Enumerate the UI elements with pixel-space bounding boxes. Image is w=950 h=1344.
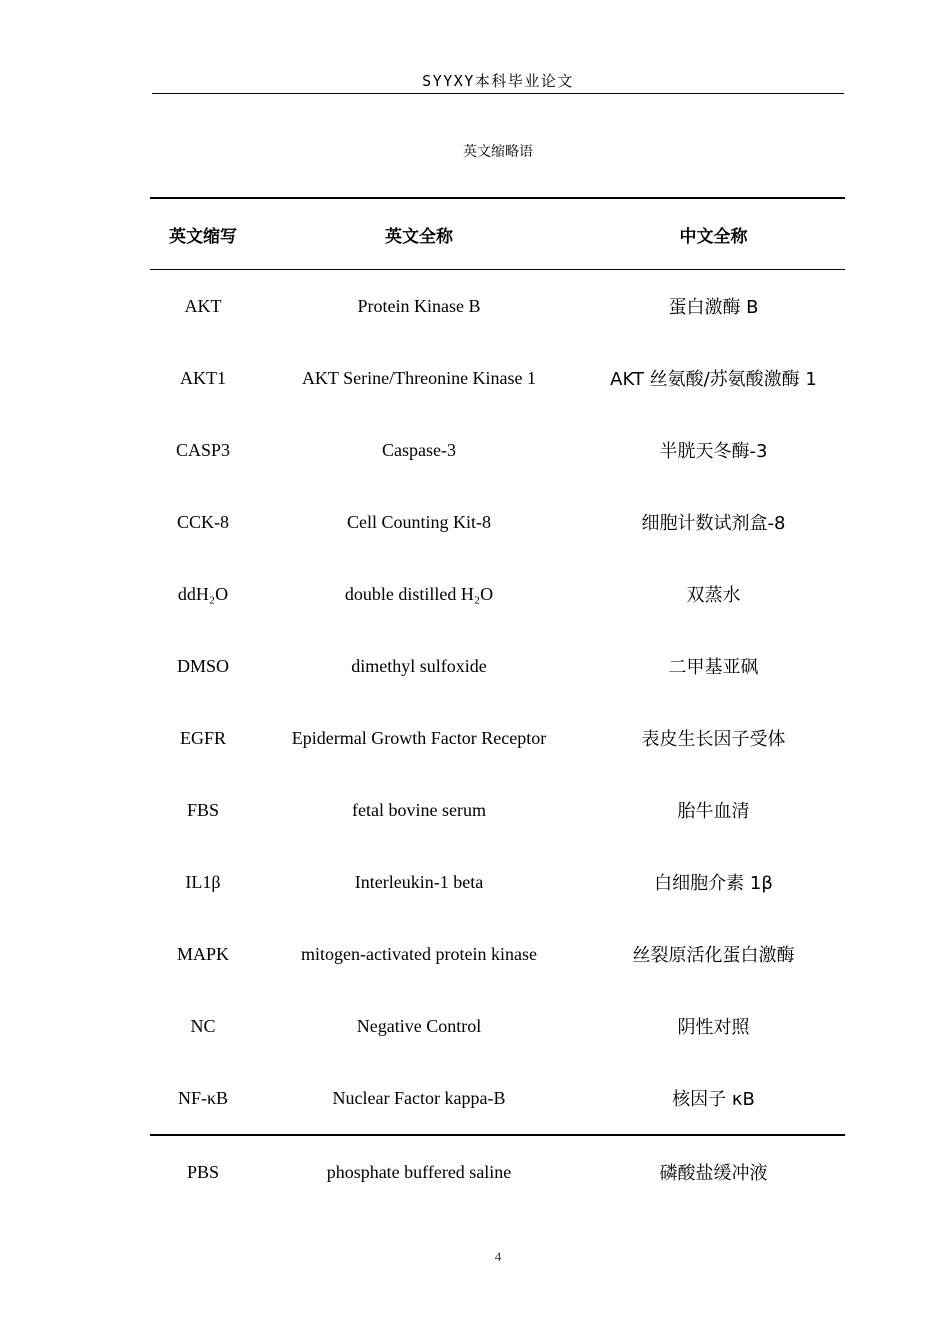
english-name-cell: Caspase-3	[382, 439, 456, 460]
table-row	[150, 1062, 845, 1135]
english-name-cell: double distilled H₂O	[344, 583, 494, 604]
table-row	[150, 1135, 845, 1208]
english-name-cell: AKT Serine/Threonine Kinase 1	[301, 367, 537, 388]
abbreviation-cell: AKT1	[180, 367, 226, 388]
chinese-name-cell: 阴性对照	[677, 1017, 750, 1038]
abbreviation-cell: CCK-8	[176, 511, 229, 532]
table-header-row	[150, 198, 845, 270]
table-row	[150, 414, 845, 486]
abbreviation-cell: EGFR	[179, 727, 226, 748]
table-row	[150, 558, 845, 630]
english-name-cell: Negative Control	[356, 1015, 482, 1036]
abbreviation-table	[150, 197, 845, 1208]
table-row	[150, 990, 845, 1062]
chinese-name-cell: 半胱天冬酶-3	[659, 441, 768, 462]
abbreviation-cell: NF-κB	[177, 1087, 229, 1108]
chinese-name-cell: 表皮生长因子受体	[641, 729, 786, 750]
column-header-abbreviation: 英文缩写	[169, 226, 237, 247]
table-row	[150, 774, 845, 846]
chinese-name-cell: 蛋白激酶 B	[668, 297, 759, 318]
table-row	[150, 342, 845, 414]
abbreviation-cell: AKT	[184, 295, 222, 316]
abbreviation-cell: IL1β	[185, 871, 221, 892]
abbreviation-cell: MAPK	[176, 943, 229, 964]
english-name-cell: Nuclear Factor kappa-B	[332, 1087, 506, 1108]
chinese-name-cell: AKT 丝氨酸/苏氨酸激酶 1	[610, 369, 817, 390]
column-header-chinese-full-name: 中文全称	[679, 226, 748, 247]
chinese-name-cell: 丝裂原活化蛋白激酶	[632, 945, 795, 966]
abbreviation-cell: DMSO	[176, 655, 229, 676]
table-row	[150, 702, 845, 774]
chinese-name-cell: 白细胞介素 1β	[654, 873, 773, 894]
abbreviation-cell: ddH₂O	[177, 583, 229, 604]
header-divider	[152, 93, 844, 94]
table-row	[150, 846, 845, 918]
column-header-english-full-name: 英文全称	[385, 226, 453, 247]
running-header: SYYXY本科毕业论文	[422, 72, 574, 90]
chinese-name-cell: 细胞计数试剂盒-8	[641, 513, 786, 534]
chinese-name-cell: 双蒸水	[686, 585, 741, 606]
english-name-cell: Protein Kinase B	[357, 295, 481, 316]
english-name-cell: fetal bovine serum	[352, 799, 486, 820]
english-name-cell: Epidermal Growth Factor Receptor	[291, 727, 547, 748]
abbreviation-cell: NC	[190, 1015, 216, 1036]
table-row	[150, 918, 845, 990]
english-name-cell: phosphate buffered saline	[326, 1161, 512, 1182]
table-row	[150, 630, 845, 702]
chinese-name-cell: 磷酸盐缓冲液	[659, 1163, 768, 1184]
page-number: 4	[494, 1249, 502, 1264]
english-name-cell: dimethyl sulfoxide	[351, 655, 487, 676]
abbreviation-cell: CASP3	[175, 439, 231, 460]
table-row	[150, 486, 845, 558]
chinese-name-cell: 二甲基亚砜	[668, 657, 759, 678]
english-name-cell: mitogen-activated protein kinase	[301, 943, 537, 964]
table-row	[150, 270, 845, 343]
abbreviation-cell: FBS	[186, 799, 220, 820]
chinese-name-cell: 胎牛血清	[677, 801, 750, 822]
abbreviation-cell: PBS	[186, 1161, 220, 1182]
english-name-cell: Interleukin-1 beta	[354, 871, 484, 892]
section-title: 英文缩略语	[463, 144, 533, 160]
english-name-cell: Cell Counting Kit-8	[347, 511, 491, 532]
chinese-name-cell: 核因子 κB	[672, 1089, 755, 1110]
